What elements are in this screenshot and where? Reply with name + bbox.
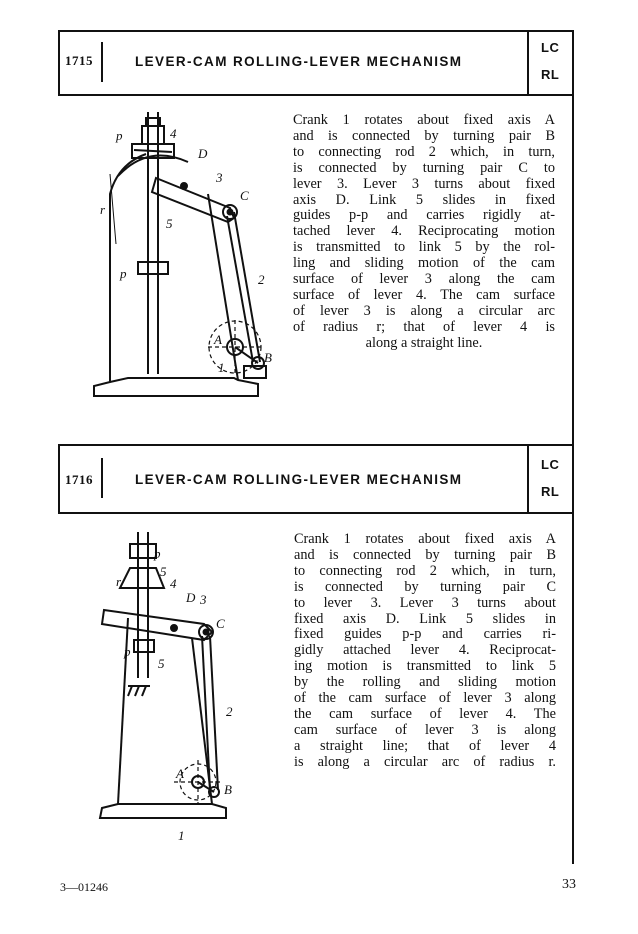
desc-line: by the rolling and sliding motion [294, 674, 556, 691]
desc-line: is transmitted to link 5 by the rol- [293, 239, 555, 256]
desc-line: and is connected by turning pair B [293, 127, 555, 144]
fig-label-4: 4 [170, 126, 177, 141]
desc-line: of the cam surface of lever 3 along [294, 690, 556, 707]
desc-line: Crank 1 rotates about fixed axis A [294, 531, 556, 547]
fig-label-B: B [224, 782, 232, 797]
entry-title: LEVER-CAM ROLLING-LEVER MECHANISM [135, 54, 463, 69]
fig-label-p-top: p [116, 128, 123, 143]
desc-line: of radius r; that of lever 4 is [293, 318, 555, 335]
fig-label-1: 1 [218, 360, 225, 375]
fig-label-p-bottom: p [124, 644, 131, 659]
fig-label-5: 5 [166, 216, 173, 231]
desc-line: tached lever 4. Reciprocating motion [293, 223, 555, 240]
desc-line: and is connected by turning pair B [294, 546, 556, 563]
code-bottom: RL [541, 67, 560, 82]
desc-line: cam surface of lever 3 is along [294, 721, 556, 738]
desc-line: surface of lever 4. The cam surface [293, 286, 555, 303]
fig-label-D: D [186, 590, 196, 605]
mechanism-figure-1716 [94, 528, 254, 848]
fig-label-5-bottom: 5 [158, 656, 165, 671]
desc-line: fixed guides p-p and carries ri- [294, 626, 556, 643]
desc-line: ling and sliding motion of the cam [293, 255, 555, 272]
code-top: LC [541, 40, 560, 55]
fig-label-A: A [176, 766, 184, 781]
fig-label-r: r [116, 574, 122, 589]
header-rule [58, 94, 574, 96]
frame-left [58, 444, 60, 514]
fig-label-C: C [240, 188, 249, 203]
entry-description [294, 532, 556, 771]
desc-line: is along a circular arc of radius r. [294, 753, 556, 770]
top-rule [58, 30, 574, 32]
desc-line: to connecting rod 2 which, in turn, [293, 143, 555, 160]
fig-label-4: 4 [170, 576, 177, 591]
code-top: LC [541, 457, 560, 472]
desc-line: the cam surface of lever 4. The [294, 705, 556, 722]
fig-label-3: 3 [200, 592, 207, 607]
fig-label-A: A [214, 332, 222, 347]
desc-line: lever 3. Lever 3 turns about fixed [293, 175, 555, 192]
desc-line: ing motion is transmitted to link 5 [294, 658, 556, 675]
fig-label-1: 1 [178, 828, 185, 843]
desc-line: surface of lever 3 along the cam [293, 271, 555, 288]
desc-line: guides p-p and carries rigidly at- [293, 207, 555, 224]
fig-label-p-top: p [154, 546, 161, 561]
desc-line: fixed axis D. Link 5 slides in [294, 610, 556, 627]
desc-line: to lever 3. Lever 3 turns about [294, 594, 556, 611]
desc-line: axis D. Link 5 slides in fixed [293, 191, 555, 208]
code-bottom: RL [541, 484, 560, 499]
entry-number: 1715 [65, 53, 93, 68]
frame-left [58, 30, 60, 96]
fig-label-3: 3 [216, 170, 223, 185]
desc-line: gidly attached lever 4. Reciprocat- [294, 642, 556, 659]
desc-line: along a straight line. [365, 334, 483, 351]
desc-line: is connected by turning pair C to [293, 159, 555, 176]
fig-label-B: B [264, 350, 272, 365]
desc-line: is connected by turning pair C [294, 578, 556, 595]
fig-label-D: D [198, 146, 208, 161]
desc-line: a straight line; that of lever 4 [294, 737, 556, 754]
number-divider [101, 42, 103, 82]
footer-code: 3—01246 [60, 880, 108, 894]
header-rule [58, 512, 574, 514]
fig-label-C: C [216, 616, 225, 631]
entry-number: 1716 [65, 472, 93, 487]
page-number: 33 [562, 877, 576, 892]
frame-right [572, 444, 574, 864]
fig-label-p-bottom: p [120, 266, 127, 281]
top-rule [58, 444, 574, 446]
desc-line: Crank 1 rotates about fixed axis A [293, 112, 555, 128]
code-divider [527, 444, 529, 514]
fig-label-2: 2 [226, 704, 233, 719]
fig-label-2: 2 [258, 272, 265, 287]
desc-line: of lever 3 is along a circular arc [293, 302, 555, 319]
frame-right [572, 30, 574, 444]
mechanism-figure-1715 [88, 104, 288, 424]
entry-description [293, 113, 555, 352]
desc-line: to connecting rod 2 which, in turn, [294, 562, 556, 579]
number-divider [101, 458, 103, 498]
fig-label-r: r [100, 202, 106, 217]
code-divider [527, 30, 529, 96]
entry-title: LEVER-CAM ROLLING-LEVER MECHANISM [135, 472, 463, 487]
fig-label-5-top: 5 [160, 564, 167, 579]
